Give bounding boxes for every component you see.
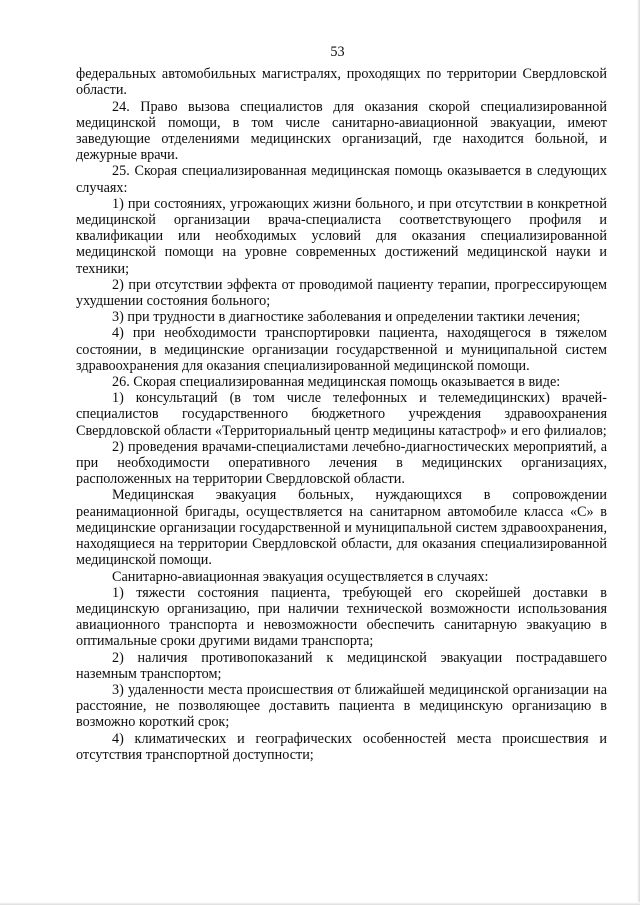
list-item-25-2: 2) при отсутствии эффекта от проводимой пациенту терапии, прогрессирующем ухудшении состояния больного; xyxy=(76,276,607,310)
paragraph-continuation: федеральных автомобильных магистралях, проходящих по территории Свердловской области. xyxy=(76,66,607,99)
paragraph-item-24: 24. Право вызова специалистов для оказания скорой специализированной медицинской помощи, в том числе санитарно-авиационной эвакуации, имеют заведующие отделениями медицинских организаций, где находится больной, и дежурные врачи. xyxy=(76,98,607,164)
paragraph-item-25: 25. Скорая специализированная медицинская помощь оказывается в следующих случаях: xyxy=(76,163,607,196)
list-item-air-1: 1) тяжести состояния пациента, требующей его скорейшей доставки в медицинскую организацию, при наличии технической возможности использования авиационного транспорта и невозможности обеспечить санитарную эвакуацию в оптимальные сроки другими видами транспорта; xyxy=(76,584,607,650)
list-item-26-1: 1) консультаций (в том числе телефонных и телемедицинских) врачей-специалистов государственного бюджетного учреждения здравоохранения Свердловской области «Территориальный центр медицины катастроф» и его филиалов; xyxy=(76,390,607,439)
list-item-25-1: 1) при состояниях, угрожающих жизни больного, и при отсутствии в конкретной медицинской организации врача-специалиста соответствующего профиля и квалификации или необходимых условий для оказания специализированной медицинской помощи на уровне современных достижений медицинской науки и техники; xyxy=(76,195,607,277)
list-item-26-2: 2) проведения врачами-специалистами лечебно-диагностических мероприятий, а при необходимости оперативного лечения в медицинских организациях, расположенных на территории Свердловской области. xyxy=(76,438,607,488)
list-item-air-3: 3) удаленности места происшествия от ближайшей медицинской организации на расстояние, не позволяющее доставить пациента в медицинскую организацию в возможно короткий срок; xyxy=(76,681,607,731)
paragraph-medical-evacuation: Медицинская эвакуация больных, нуждающихся в сопровождении реанимационной бригады, осуществляется на санитарном автомобиле класса «С» в медицинские организации государственной и муниципальной систем здравоохранения, находящиеся на территории Свердловской области, для оказания специализированной медицинской помощи. xyxy=(76,487,607,569)
list-item-air-2: 2) наличия противопоказаний к медицинской эвакуации пострадавшего наземным транспортом; xyxy=(76,649,607,682)
paragraph-item-26: 26. Скорая специализированная медицинская помощь оказывается в виде: xyxy=(112,374,561,391)
list-item-air-4: 4) климатических и географических особенностей места происшествия и отсутствия транспортной доступности; xyxy=(76,730,607,763)
page-number: 53 xyxy=(330,44,345,60)
paragraph-air-evacuation-intro: Санитарно-авиационная эвакуация осуществляется в случаях: xyxy=(112,568,489,585)
list-item-25-4: 4) при необходимости транспортировки пациента, находящегося в тяжелом состоянии, в медицинские организации государственной и муниципальной систем здравоохранения для оказания специализированной медицинской помощи. xyxy=(76,325,607,374)
list-item-25-3: 3) при трудности в диагностике заболевания и определении тактики лечения; xyxy=(112,309,581,326)
